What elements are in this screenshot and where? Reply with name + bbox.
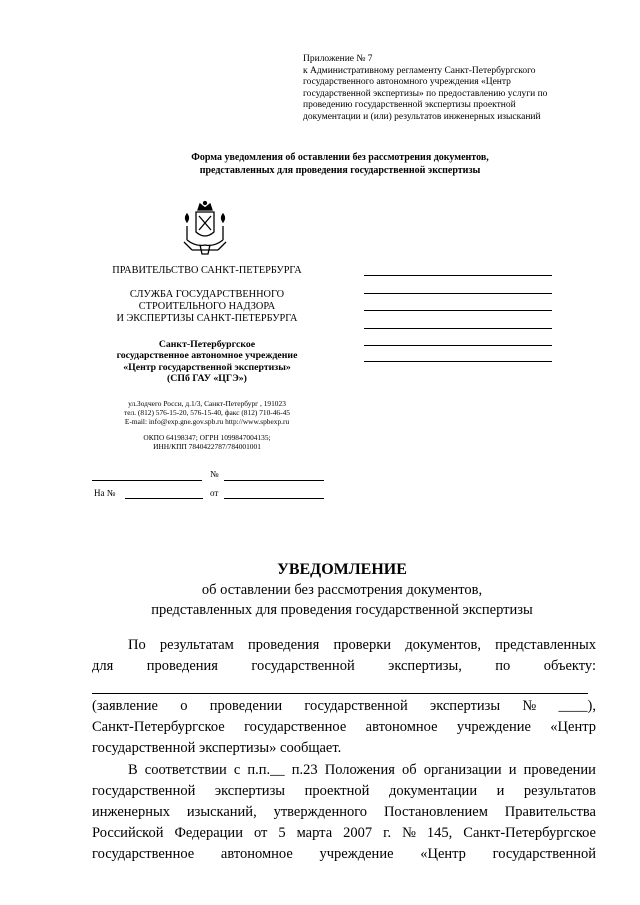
word: и	[508, 762, 517, 778]
word: Санкт-Петербургское	[463, 825, 596, 841]
word: и	[496, 783, 505, 799]
word: 2007	[343, 825, 373, 841]
word: об	[401, 762, 417, 778]
word: Федерации	[174, 825, 243, 841]
code-line: ОКПО 64198347; ОГРН 1099847004135;	[143, 432, 271, 442]
word: государственной	[304, 698, 408, 714]
word: проектной	[304, 783, 370, 799]
word: (заявление	[92, 698, 158, 714]
word: 145,	[426, 825, 453, 841]
body-line	[92, 719, 596, 736]
addressee-line	[364, 293, 552, 294]
word: инженерных	[92, 804, 170, 820]
word: «Центр	[550, 719, 596, 735]
code-line: ИНН/КПП 7840422787/784001001	[153, 442, 261, 452]
word: проведении	[209, 698, 283, 714]
word: проверки	[333, 637, 391, 653]
appendix-line: проведению государственной экспертизы проектной	[303, 100, 516, 111]
word: по	[495, 658, 511, 674]
service-line: СЛУЖБА ГОСУДАРСТВЕННОГО	[129, 289, 285, 300]
body-line	[92, 846, 596, 863]
word: государственной	[92, 783, 196, 799]
coat-of-arms-icon	[178, 200, 232, 258]
word: автономное	[220, 846, 293, 862]
word: результатам	[159, 637, 234, 653]
appendix-line: к Административному регламенту Санкт-Петербургского	[303, 65, 536, 76]
body-line	[92, 783, 596, 800]
body-line	[92, 658, 596, 675]
body-line	[92, 698, 596, 715]
word: государственной	[492, 846, 596, 862]
word: государственное	[92, 846, 195, 862]
word: экспертизы	[214, 783, 286, 799]
word: В	[128, 762, 138, 778]
word: результатов	[523, 783, 596, 799]
service-name	[92, 289, 322, 325]
word: государственной	[251, 658, 355, 674]
addressee-line	[364, 345, 552, 346]
contact-line: E-mail: info@exp.gne.gov.spb.ru http://www.spbexp.ru	[124, 417, 290, 427]
body-line	[92, 804, 596, 821]
notice-subtitle	[92, 580, 592, 620]
form-title	[120, 152, 560, 177]
body-line	[92, 825, 596, 842]
reply-number-line	[125, 498, 203, 499]
word: №	[522, 698, 537, 714]
word: Российской	[92, 825, 164, 841]
word: объекту:	[543, 658, 596, 674]
word: проведении	[523, 762, 596, 778]
body-line	[128, 637, 596, 654]
word: Положения	[324, 762, 395, 778]
reply-date-line	[224, 498, 324, 499]
word: изысканий,	[186, 804, 257, 820]
org-line: государственное автономное учреждение	[116, 350, 298, 362]
word: организации	[423, 762, 502, 778]
reply-label: На №	[94, 488, 116, 498]
registration-codes	[92, 433, 322, 452]
org-line: «Центр государственной экспертизы»	[123, 361, 291, 373]
word: №	[402, 825, 416, 841]
word: Постановлением	[383, 804, 488, 820]
word: учреждение	[456, 719, 531, 735]
service-line: И ЭКСПЕРТИЗЫ САНКТ-ПЕТЕРБУРГА	[116, 313, 298, 324]
word: для	[92, 658, 114, 674]
word: марта	[296, 825, 333, 841]
org-line: (СПб ГАУ «ЦГЭ»)	[167, 373, 247, 385]
appendix-line: Приложение № 7	[303, 54, 373, 64]
object-blank-line	[92, 693, 588, 694]
appendix-line: документации и (или) результатов инженерных изысканий	[303, 111, 541, 122]
word: По	[128, 637, 146, 653]
body-line	[128, 762, 596, 779]
word: п.23	[291, 762, 318, 778]
form-title-line: Форма уведомления об оставлении без рассмотрения документов,	[191, 152, 489, 163]
word: о	[180, 698, 188, 714]
notice-subtitle-line: представленных для проведения государственной экспертизы	[151, 602, 533, 618]
word: с	[233, 762, 241, 778]
addressee-line	[364, 328, 552, 329]
word: экспертизы	[429, 698, 501, 714]
form-title-line: представленных для проведения государственной экспертизы	[199, 164, 481, 176]
organization-name	[92, 339, 322, 385]
word: ____),	[558, 698, 596, 714]
appendix-line: государственной экспертизы» по предоставлению услуги по	[303, 88, 548, 99]
word: представленных	[495, 637, 596, 653]
outgoing-number-line	[224, 480, 324, 481]
government-name: ПРАВИТЕЛЬСТВО САНКТ-ПЕТЕРБУРГА	[112, 265, 302, 276]
from-label: от	[210, 488, 219, 498]
word: проведения	[248, 637, 320, 653]
word: учреждение	[319, 846, 394, 862]
number-label: №	[210, 469, 219, 479]
word: «Центр	[420, 846, 466, 862]
word: государственное	[244, 719, 347, 735]
notice-subtitle-line: об оставлении без рассмотрения документов,	[201, 582, 483, 598]
word: Правительства	[504, 804, 596, 820]
addressee-line	[364, 275, 552, 276]
word: 5	[278, 825, 286, 841]
word: от	[253, 825, 268, 841]
word: проведения	[146, 658, 218, 674]
letterhead	[92, 265, 322, 452]
notice-title: УВЕДОМЛЕНИЕ	[277, 561, 407, 578]
appendix-line: государственного автономного учреждения «Центр	[303, 77, 511, 88]
addressee-line	[364, 310, 552, 311]
outgoing-date-line	[92, 480, 202, 481]
word: утвержденного	[273, 804, 368, 820]
body-line: государственной экспертизы» сообщает.	[92, 740, 342, 756]
word: г.	[383, 825, 392, 841]
word: п.п.__	[247, 762, 285, 778]
word: автономное	[365, 719, 438, 735]
contact-info	[92, 399, 322, 427]
word: соответствии	[144, 762, 227, 778]
appendix-note	[303, 54, 603, 124]
contact-line: тел. (812) 576-15-20, 576-15-40, факс (812) 710-46-45	[124, 408, 290, 418]
word: документации	[388, 783, 478, 799]
addressee-line	[364, 361, 552, 362]
word: экспертизы,	[388, 658, 462, 674]
service-line: СТРОИТЕЛЬНОГО НАДЗОРА	[138, 301, 276, 312]
org-line: Санкт-Петербургское	[158, 339, 256, 350]
word: Санкт-Петербургское	[92, 719, 225, 735]
word: документов,	[405, 637, 481, 653]
contact-line: ул.Зодчего Росси, д.1/3, Санкт-Петербург , 191023	[128, 398, 286, 408]
